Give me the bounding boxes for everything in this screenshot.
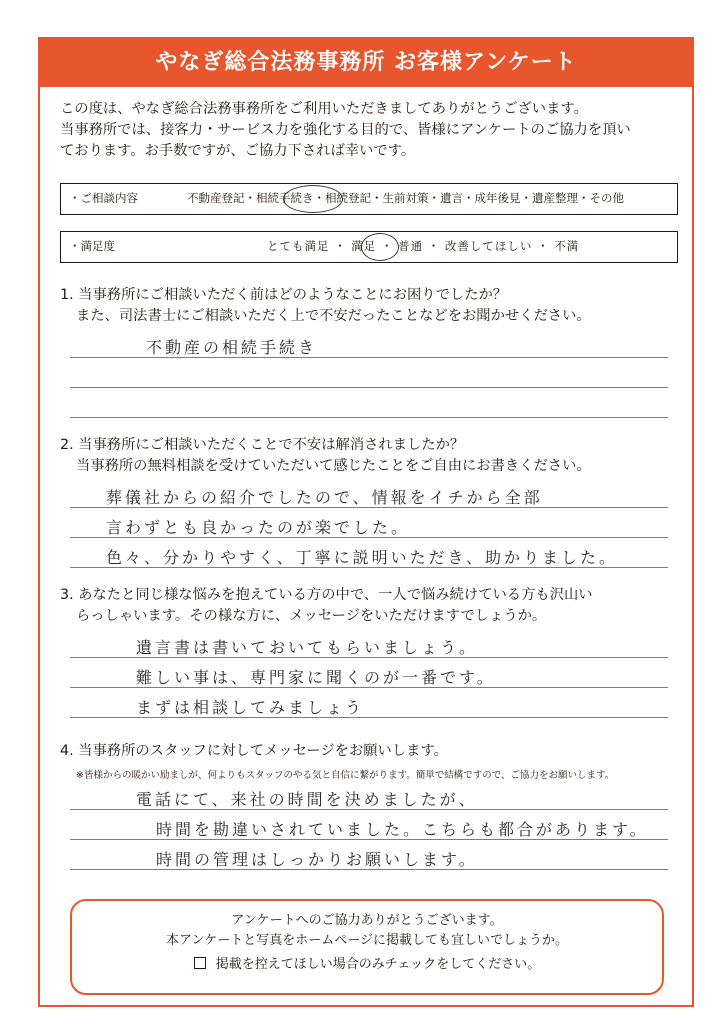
satisfaction-options: とても満足 ・ 満足 ・ 普通 ・ 改善してほしい ・ 不満 <box>267 239 580 253</box>
answer-2-line-2: 言わずとも良かったのが楽でした。 <box>106 518 411 537</box>
question-1-line-2: また、司法書士にご相談いただく上で不安だったことなどをお聞かせください。 <box>76 308 591 324</box>
intro-text <box>60 99 682 162</box>
question-4-line-1: 4. 当事務所のスタッフに対してメッセージをお願いします。 <box>60 743 448 759</box>
footer-checkbox-label: 掲載を控えてほしい場合のみチェックをしてください。 <box>215 957 541 972</box>
answer-rule <box>70 657 668 658</box>
answer-rule <box>70 417 668 418</box>
footer-question: 本アンケートと写真をホームページに掲載しても宜しいでしょうか。 <box>166 933 568 948</box>
answer-rule <box>70 687 668 688</box>
footer-thanks: アンケートへのご協力ありがとうございます。 <box>231 913 503 928</box>
answer-2-line-1: 葬儀社からの紹介でしたので、情報をイチから全部 <box>106 488 543 507</box>
answer-4-line-2: 時間を勘違いされていました。こちらも都合があります。 <box>156 820 649 839</box>
consultation-label: ・ご相談内容 <box>69 191 138 205</box>
selected-circle-mark <box>283 185 343 213</box>
answer-rule <box>70 387 668 388</box>
answer-rule <box>70 507 668 508</box>
answer-4-line-1: 電話にて、来社の時間を決めましたが、 <box>136 790 478 809</box>
answer-rule <box>70 537 668 538</box>
question-2-line-2: 当事務所の無料相談を受けていただいて感じたことをご自由にお書きください。 <box>76 458 591 474</box>
consultation-options: 不動産登記・相続手続き・相続登記・生前対策・遺言・成年後見・遺産整理・その他 <box>187 191 624 205</box>
answer-rule <box>70 567 668 568</box>
survey-sheet <box>38 37 694 1007</box>
answer-rule <box>70 809 668 810</box>
question-4-note: ※皆様からの暖かい励ましが、何よりもスタッフのやる気と自信に繋がります。簡単で結構ですので、ご協力をお願いします。 <box>76 770 615 781</box>
answer-3-line-1: 遺言書は書いておいてもらいましょう。 <box>136 638 479 657</box>
question-3-line-1: 3. あなたと同じ様な悩みを抱えている方の中で、一人で悩み続けている方も沢山い <box>60 587 593 603</box>
intro-line-1: この度は、やなぎ総合法務事務所をご利用いただきましてありがとうございます。 <box>60 101 588 117</box>
survey-title: やなぎ総合法務事務所 お客様アンケート <box>40 39 692 87</box>
answer-rule <box>70 869 668 870</box>
consultation-type-box <box>60 183 678 215</box>
answer-rule <box>70 839 668 840</box>
publication-consent-box <box>70 899 664 995</box>
question-3-line-2: らっしゃいます。その様な方に、メッセージをいただけますでしょうか。 <box>76 608 547 624</box>
intro-line-3: ております。お手数ですが、ご協力下されば幸いです。 <box>60 143 416 159</box>
answer-3-line-2: 難しい事は、専門家に聞くのが一番です。 <box>136 668 496 687</box>
answer-1-line-1: 不動産の相続手続き <box>146 338 318 357</box>
answer-3-line-3: まずは相談してみましょう <box>136 698 365 717</box>
opt-out-checkbox[interactable] <box>194 957 206 969</box>
satisfaction-box <box>60 231 678 263</box>
footer-checkbox-row <box>72 955 662 975</box>
answer-rule <box>70 357 668 358</box>
selected-circle-mark <box>361 233 399 261</box>
question-2-line-1: 2. 当事務所にご相談いただくことで不安は解消されましたか？ <box>60 437 465 453</box>
intro-line-2: 当事務所では、接客力・サービス力を強化する目的で、皆様にアンケートのご協力を頂い <box>60 122 631 138</box>
satisfaction-label: ・満足度 <box>69 239 115 253</box>
answer-2-line-3: 色々、分かりやすく、丁寧に説明いただき、助かりました。 <box>106 548 619 567</box>
answer-rule <box>70 717 668 718</box>
question-1-line-1: 1. 当事務所にご相談いただく前はどのようなことにお困りでしたか？ <box>60 287 508 303</box>
answer-4-line-3: 時間の管理はしっかりお願いします。 <box>156 850 478 869</box>
